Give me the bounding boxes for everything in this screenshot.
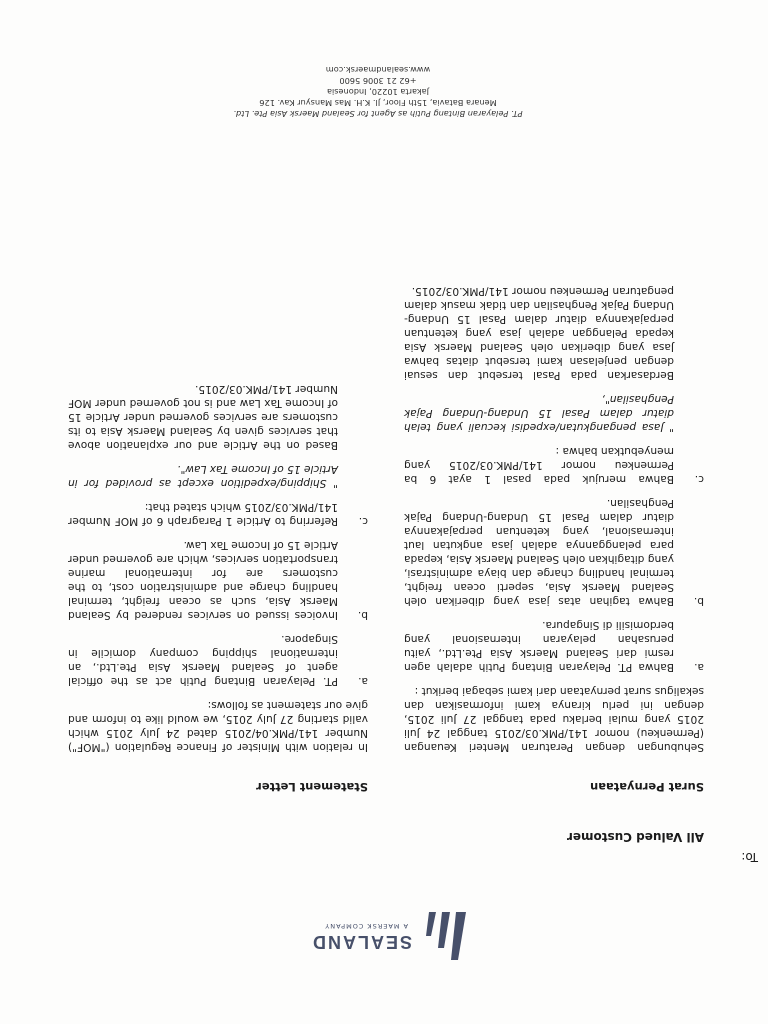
indonesian-title: Surat Pernyataan	[590, 780, 704, 794]
indonesian-quote: " Jasa pengangkutan/expedisi kecuali yang telah diatur dalam Pasal 15 Undang-Undang Pajak Penghasilan",	[404, 393, 674, 433]
footer-website: www.sealandmaersk.com	[325, 65, 431, 75]
indonesian-item-b	[404, 496, 704, 608]
item-text: Bahwa merujuk pada pasal 1 ayat 6 ba Permenkeu nomor 141/PMK.03/2015 yang menyebutkan bahwa :	[404, 445, 674, 485]
indonesian-item-c	[404, 444, 704, 486]
letter-footer	[168, 64, 588, 119]
item-label: b.	[357, 609, 368, 621]
footer-address-line1: Menara Batavia, 15th Floor, Jl. K.H. Mas Mansyur Kav. 126	[259, 98, 497, 108]
indonesian-closing: Berdasarkan pada Pasal tersebut dan sesuai dengan penjelasan kami tersebut diatas bahwa Jasa yang diberikan oleh Sealand Maersk Asia kepada Pelanggan adalah jasa yang ketentuan perpajakannya diatur dalam Pasal 15 Undang-Undang Pajak Penghasilan dan tidak masuk dalam pengaturan Permenkeu nomor 141/PMK.03/2015.	[404, 285, 674, 381]
footer-phone: +62 21 3006 5600	[339, 76, 417, 86]
item-label: a.	[694, 661, 704, 673]
english-title: Statement Letter	[256, 780, 368, 794]
english-item-c	[68, 500, 368, 528]
english-column	[68, 372, 368, 794]
item-text: Bahwa tagihan atas jasa yang diberikan oleh Sealand Maersk Asia, seperti ocean freight, terminal handling charge dan biaya administrasi, yang ditagihkan oleh Sealand Maersk Asia, kepada para pelanggannya adalah jasa angkutan laut internasional, yang ketentuan perpajakannya diatur dalam Pasal 15 Undang-Undang Pajak Penghasilan.	[404, 497, 674, 607]
item-text: Bahwa PT. Pelayaran Bintang Putih adalah agen resmi dari Sealand Maersk Asia Pte.Ltd., yaitu perusahan pelayaran internasional yang berdomisili di Singapura.	[404, 619, 674, 673]
logo-brand: SEALAND	[310, 932, 412, 952]
sealand-logo	[298, 876, 468, 966]
english-closing: Based on the Article and our explanation above that services given by Sealand Maersk Asia to its customers are services governed under Article 15 of Income Tax Law and is not governed under MOF Number 141/PMK.03/2015.	[68, 383, 338, 451]
item-label: c.	[358, 515, 368, 527]
item-label: b.	[693, 595, 704, 607]
indonesian-item-a	[404, 618, 704, 674]
item-label: c.	[694, 473, 704, 485]
item-text: Referring to Article 1 Paragraph 6 of MOF Number 141/PMK.03/2015 which stated that:	[68, 501, 338, 527]
english-quote: " Shipping/expedition except as provided for in Article 15 of Income Tax Law".	[68, 463, 338, 489]
indonesian-column	[404, 274, 704, 794]
indonesian-intro: Sehubungan dengan Peraturan Menteri Keuangan (Permenkeu) nomor 141/PMK.03/2015 tanggal 24 Juli 2015 yang mulai berlaku pada tanggal 27 Juli 2015, dengan ini perlu kiranya kami informasikan dan sekaligus surat pernyataan dari kami sebagai berikut :	[404, 685, 704, 753]
item-text: PT. Pelayaran Bintang Putih act as the official agent of Sealand Maersk Asia Pte.Ltd., an international shipping company domicile in Singapore.	[68, 633, 338, 687]
recipient-name: All Valued Customer	[566, 830, 704, 844]
logo-tagline: A MAERSK COMPANY	[324, 922, 408, 930]
sealand-mark-icon	[416, 910, 468, 966]
footer-address-line2: Jakarta 10220, Indonesia	[326, 87, 430, 97]
to-label: To:	[741, 850, 758, 864]
english-item-b	[68, 538, 368, 622]
item-text: Invoices issued on services rendered by Sealand Maersk Asia, such as ocean freight, terminal handling charge and administration cost, to the customers are for international marine transportation services, which are governed under Article 15 of Income Tax Law.	[68, 539, 338, 621]
english-item-a	[68, 632, 368, 688]
footer-company: PT. Pelayaran Bintang Putih as Agent for Sealand Maersk Asia Pte. Ltd.	[233, 109, 523, 119]
item-label: a.	[358, 675, 368, 687]
english-intro: In relation with Minister of Finance Regulation ("MOF") Number 141/PMK.04/2015 dated 24 July 2015 which valid starting 27 July 2015, we would like to inform and give our statement as follows:	[68, 699, 368, 753]
